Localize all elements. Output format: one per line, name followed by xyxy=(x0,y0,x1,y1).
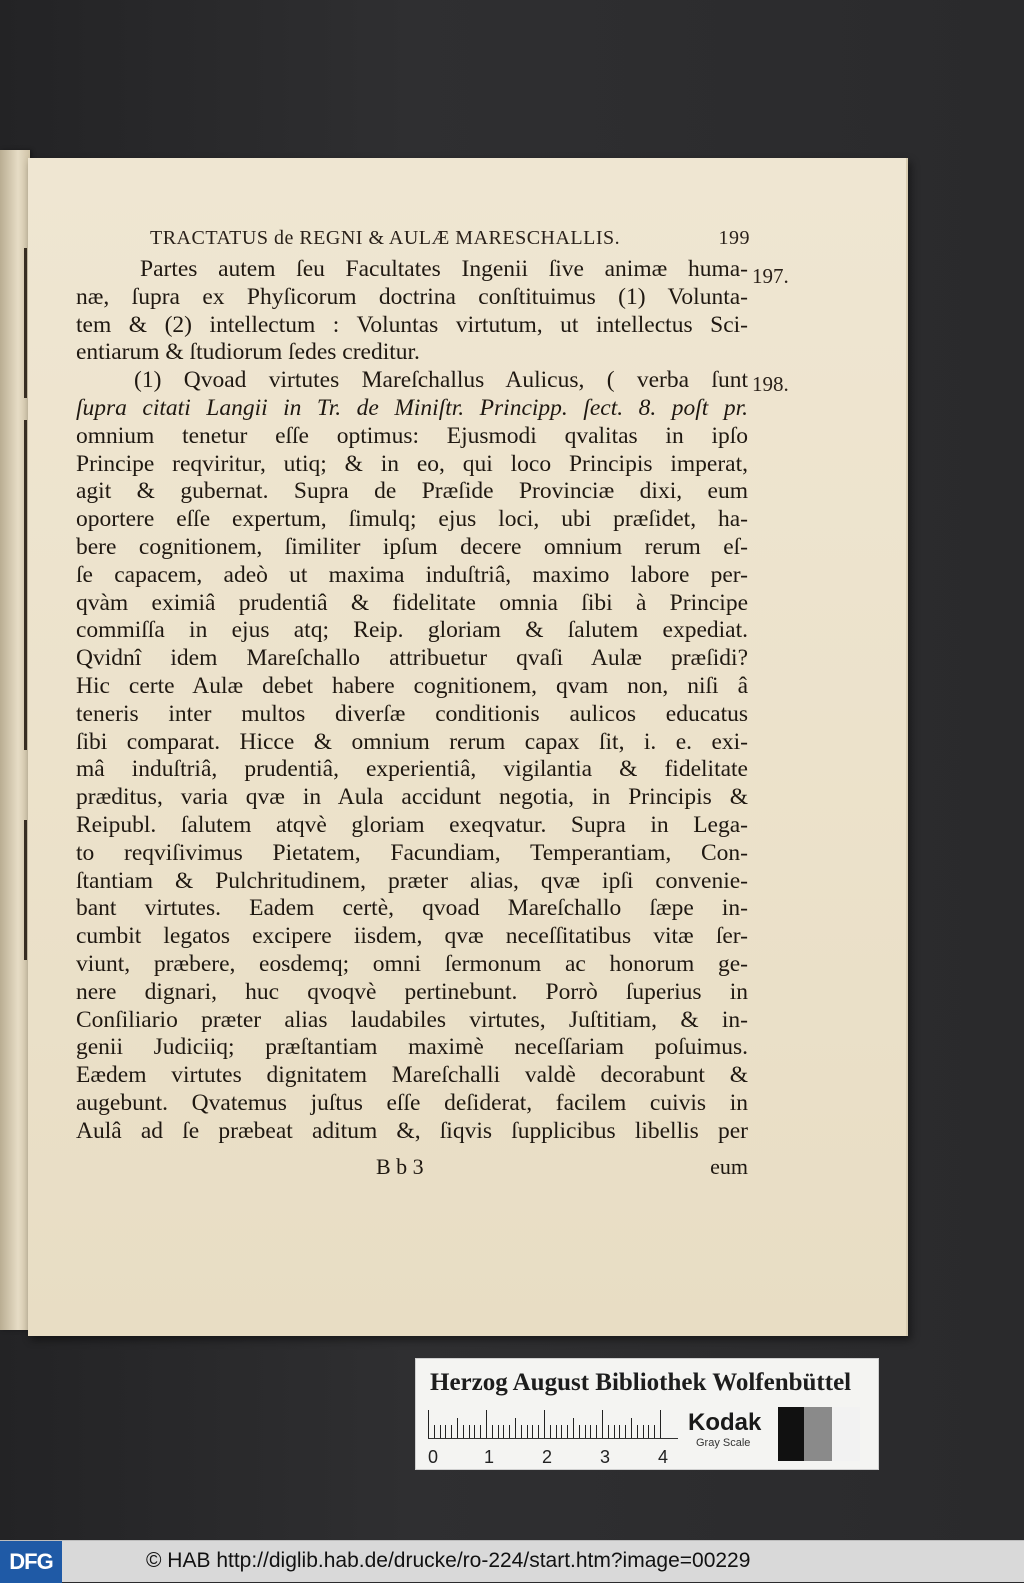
ruler-tick xyxy=(434,1425,435,1438)
gray-swatch-mid xyxy=(804,1407,832,1461)
copyright-link[interactable]: © HAB http://diglib.hab.de/drucke/ro-224/start.htm?image=00229 xyxy=(146,1549,751,1572)
ruler-number: 3 xyxy=(600,1447,611,1467)
ruler-tick xyxy=(492,1425,493,1438)
ruler-tick xyxy=(538,1425,539,1438)
ruler-tick xyxy=(480,1425,481,1438)
text-line: agit & gubernat. Supra de Præſide Provinciæ dixi, eum xyxy=(76,478,748,505)
ruler-tick xyxy=(440,1425,441,1438)
body-text xyxy=(76,256,748,1146)
left-margin-mark xyxy=(24,248,27,398)
text-line: omnium tenetur eſſe optimus: Ejusmodi qvalitas in ipſo xyxy=(76,422,748,449)
ruler-tick xyxy=(573,1418,574,1438)
text-line: augebunt. Qvatemus juſtus eſſe deſiderat, facilem cuivis in xyxy=(76,1089,748,1116)
gray-swatch-white xyxy=(832,1407,860,1461)
text-line: bere cognitionem, ſimiliter ipſum decere omnium rerum eſ- xyxy=(76,533,748,560)
text-line: ſibi comparat. Hicce & omnium rerum capax ſit, i. e. exi- xyxy=(76,728,748,755)
kodak-logo: Kodak xyxy=(688,1409,762,1436)
text-line: præditus, varia qvæ in Aula accidunt negotia, in Principis & xyxy=(76,784,748,811)
ruler-tick xyxy=(608,1425,609,1438)
ruler-tick xyxy=(486,1410,487,1438)
ruler-tick xyxy=(660,1410,661,1438)
text-line: Partes autem ſeu Facultates Ingenii ſive animæ huma- xyxy=(140,256,748,282)
ruler-tick xyxy=(561,1425,562,1438)
text-line: ſtantiam & Pulchritudinem, præter alias, qvæ ipſi convenie- xyxy=(76,867,748,894)
ruler-tick xyxy=(602,1410,603,1438)
text-line: nere dignari, huc qvoqvè pertinebunt. Porrò ſuperius in xyxy=(76,978,748,1005)
ruler-tick xyxy=(643,1425,644,1438)
ruler-tick xyxy=(614,1425,615,1438)
margin-number: 197. xyxy=(752,264,789,288)
ruler-tick xyxy=(532,1425,533,1438)
text-line: commiſſa in ejus atq; Reip. gloriam & ſalutem expediat. xyxy=(76,617,748,644)
text-line: næ, ſupra ex Phyſicorum doctrina conſtituimus (1) Volunta- xyxy=(76,283,748,310)
text-line: to reqviſivimus Pietatem, Facundiam, Temperantiam, Con- xyxy=(76,839,748,866)
text-line: genii Judiciiq; præſtantiam maximè neceſſariam poſuimus. xyxy=(76,1034,748,1061)
ruler-tick xyxy=(625,1425,626,1438)
ruler-tick xyxy=(596,1425,597,1438)
ruler-tick xyxy=(469,1425,470,1438)
ruler-tick xyxy=(631,1418,632,1438)
ruler-tick xyxy=(463,1425,464,1438)
ruler-tick xyxy=(509,1425,510,1438)
ruler-number: 1 xyxy=(484,1447,495,1467)
ruler-tick xyxy=(567,1425,568,1438)
ruler-tick xyxy=(579,1425,580,1438)
text-line: Conſiliario præter alias laudabiles virtutes, Juſtitiam, & in- xyxy=(76,1006,748,1033)
ruler-tick xyxy=(648,1425,649,1438)
color-card xyxy=(415,1358,879,1470)
text-line: Hic certe Aulæ debet habere cognitionem, qvam non, niſi â xyxy=(76,672,748,699)
scale-ruler xyxy=(428,1411,678,1439)
ruler-number: 0 xyxy=(428,1447,439,1467)
text-line: Aulâ ad ſe præbeat aditum &, ſiqvis ſupplicibus libellis per xyxy=(76,1117,748,1144)
dfg-logo: DFG xyxy=(0,1541,62,1583)
ruler-tick xyxy=(457,1418,458,1438)
text-line: bant virtutes. Eadem certè, qvoad Mareſchallo ſæpe in- xyxy=(76,895,748,922)
signature-mark: B b 3 xyxy=(376,1154,424,1179)
ruler-number: 4 xyxy=(658,1447,669,1467)
ruler-tick xyxy=(590,1425,591,1438)
footer-bar xyxy=(0,1540,1024,1582)
ruler-tick xyxy=(585,1425,586,1438)
ruler-tick xyxy=(556,1425,557,1438)
text-line: qvàm eximiâ prudentiâ & fidelitate omnia ſibi à Principe xyxy=(76,589,748,616)
margin-number: 198. xyxy=(752,372,789,396)
text-line: Qvidnî idem Mareſchallo attribuetur qvaſi Aulæ præſidi? xyxy=(76,645,748,672)
ruler-tick xyxy=(550,1425,551,1438)
text-line: mâ induſtriâ, prudentiâ, experientiâ, vigilantia & fidelitate xyxy=(76,756,748,783)
ruler-tick xyxy=(498,1425,499,1438)
ruler-tick xyxy=(654,1425,655,1438)
text-line: cumbit legatos excipere iisdem, qvæ neceſſitatibus vitæ ſer- xyxy=(76,923,748,950)
text-line: Principe reqviritur, utiq; & in eo, qui loco Principis imperat, xyxy=(76,450,748,477)
left-margin-mark xyxy=(24,820,27,960)
ruler-tick xyxy=(619,1425,620,1438)
ruler-number: 2 xyxy=(542,1447,553,1467)
text-line: viunt, præbere, eosdemq; omni ſermonum ac honorum ge- xyxy=(76,950,748,977)
gray-scale-label: Gray Scale xyxy=(696,1437,751,1449)
ruler-tick xyxy=(527,1425,528,1438)
ruler-tick xyxy=(451,1425,452,1438)
ruler-tick xyxy=(544,1410,545,1438)
text-line: entiarum & ſtudiorum ſedes creditur. xyxy=(76,339,420,366)
ruler-tick xyxy=(515,1418,516,1438)
text-line: (1) Qvoad virtutes Mareſchallus Aulicus, ( verba ſunt xyxy=(134,367,748,394)
ruler-tick xyxy=(503,1425,504,1438)
catchword: eum xyxy=(710,1154,748,1179)
text-line: tem & (2) intellectum : Voluntas virtutum, ut intellectus Sci- xyxy=(76,311,748,338)
text-line: ſupra citati Langii in Tr. de Miniſtr. Principp. ſect. 8. poſt pr. xyxy=(76,394,748,421)
ruler-tick xyxy=(474,1425,475,1438)
page-number: 199 xyxy=(718,227,750,249)
left-margin-mark xyxy=(24,420,27,750)
text-line: Reipubl. ſalutem atqvè gloriam exeqvatur. Supra in Lega- xyxy=(76,811,748,838)
ruler-tick xyxy=(637,1425,638,1438)
running-head xyxy=(150,227,750,250)
text-line: oportere eſſe expertum, ſimulq; ejus loci, ubi præſidet, ha- xyxy=(76,506,748,533)
ruler-tick xyxy=(521,1425,522,1438)
text-line: teneris inter multos diverſæ conditionis aulicos educatus xyxy=(76,700,748,727)
text-line: Eædem virtutes dignitatem Mareſchalli valdè decorabunt & xyxy=(76,1062,748,1089)
text-line: ſe capacem, adeò ut maxima induſtriâ, maximo labore per- xyxy=(76,561,748,588)
running-head-title: TRACTATUS de REGNI & AULÆ MARESCHALLIS. xyxy=(150,227,621,249)
library-name: Herzog August Bibliothek Wolfenbüttel xyxy=(430,1369,852,1396)
ruler-tick xyxy=(428,1410,429,1438)
gray-swatch-black xyxy=(778,1407,804,1461)
ruler-tick xyxy=(445,1425,446,1438)
